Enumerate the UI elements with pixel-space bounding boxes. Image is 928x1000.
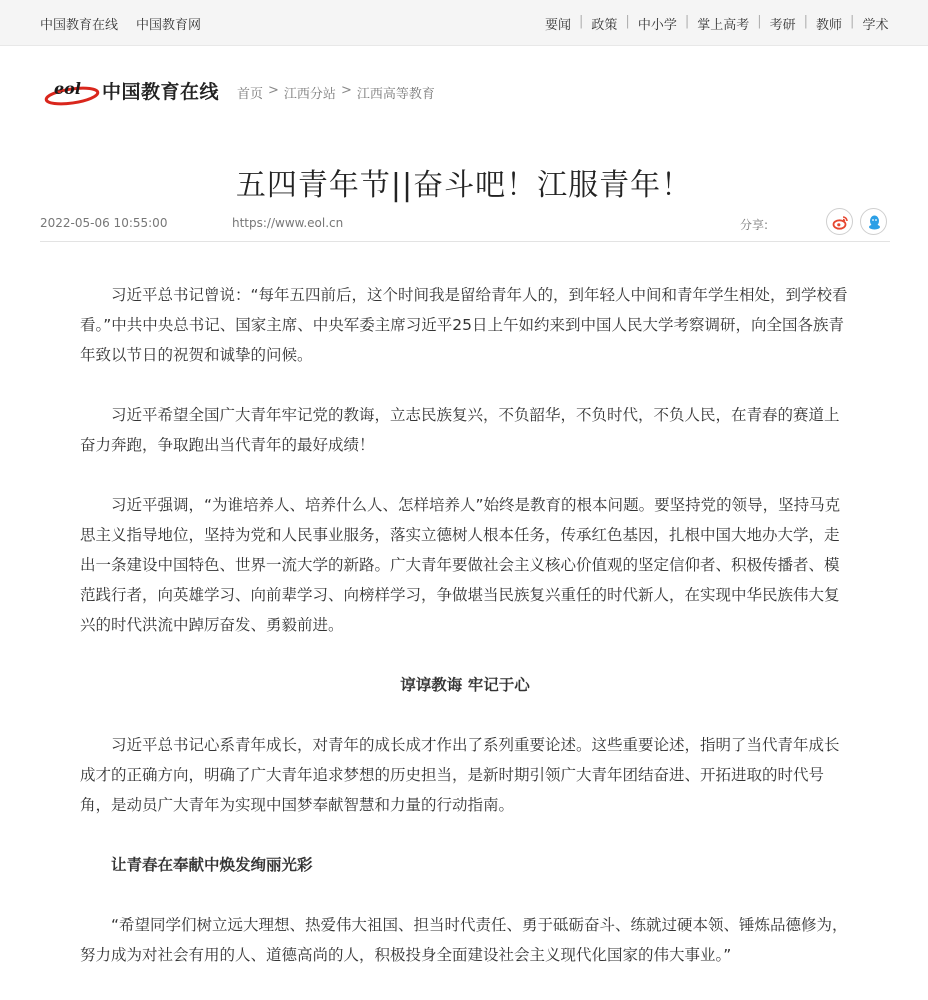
- share-label: 分享:: [740, 218, 769, 232]
- article-paragraph: 习近平强调，“为谁培养人、培养什么人、怎样培养人”始终是教育的根本问题。要坚持党的领导，坚持马克思主义指导地位，坚持为党和人民事业服务，落实立德树人根本任务，传承红色基因，扎根中国大地办大学，走出一条建设中国特色、世界一流大学的新路。广大青年要做社会主义核心价值观的坚定信仰者、积极传播者、模范践行者，向英雄学习、向前辈学习、向榜样学习，争做堪当民族复兴重任的时代新人，在实现中华民族伟大复兴的时代洪流中踔厉奋发、勇毅前进。: [80, 496, 841, 634]
- nav-divider: |: [684, 14, 690, 29]
- eol-logo-icon: [44, 74, 100, 108]
- site-logo[interactable]: [44, 74, 220, 108]
- qq-icon: [866, 214, 883, 231]
- share-qq-button[interactable]: [860, 208, 887, 235]
- nav-divider: |: [803, 14, 809, 29]
- nav-divider: |: [625, 14, 630, 29]
- breadcrumb: [237, 83, 435, 102]
- top-nav: [545, 14, 888, 33]
- share-weibo-button[interactable]: [826, 208, 853, 235]
- weibo-icon: [832, 214, 849, 231]
- section-heading: 让青春在奉献中焕发绚丽光彩: [111, 856, 313, 874]
- nav-item-teacher[interactable]: 教师: [816, 18, 843, 33]
- article-title: 五四青年节||奋斗吧！江服青年！: [235, 168, 693, 204]
- publish-date: 2022-05-06 10:55:00: [40, 216, 168, 230]
- nav-item-gaokao[interactable]: 掌上高考: [697, 18, 750, 33]
- top-bar: [0, 0, 928, 46]
- site-header: [0, 46, 928, 134]
- nav-divider: |: [850, 14, 855, 29]
- breadcrumb-home[interactable]: 首页: [237, 87, 264, 102]
- nav-item-kaoyan[interactable]: 考研: [769, 18, 796, 33]
- logo-text: 中国教育在线: [102, 81, 220, 103]
- breadcrumb-separator: >: [340, 83, 352, 98]
- section-heading: 谆谆教诲 牢记于心: [400, 676, 530, 694]
- nav-item-policy[interactable]: 政策: [591, 18, 618, 33]
- nav-item-k12[interactable]: 中小学: [637, 18, 677, 33]
- site-link-edu-net[interactable]: 中国教育网: [136, 18, 202, 33]
- breadcrumb-higher-edu[interactable]: 江西高等教育: [356, 87, 435, 102]
- nav-divider: |: [579, 14, 584, 29]
- article-paragraph: 习近平总书记曾说：“每年五四前后，这个时间我是留给青年人的，到年轻人中间和青年学生相处，到学校看看。”中共中央总书记、国家主席、中央军委主席习近平25日上午如约来到中国人民大学考察调研，向全国各族青年致以节日的祝贺和诚挚的问候。: [80, 286, 848, 364]
- breadcrumb-jiangxi[interactable]: 江西分站: [283, 87, 336, 102]
- nav-item-academic[interactable]: 学术: [862, 18, 889, 33]
- nav-divider: |: [757, 14, 762, 29]
- article-meta: [40, 208, 890, 242]
- svg-text:eol: eol: [54, 79, 81, 98]
- article-paragraph: “希望同学们树立远大理想、热爱伟大祖国、担当时代责任、勇于砥砺奋斗、练就过硬本领、锤炼品德修为，努力成为对社会有用的人、道德高尚的人，积极投身全面建设社会主义现代化国家的伟大事业。”: [80, 916, 848, 964]
- site-links: [40, 14, 201, 33]
- article-source: https://www.eol.cn: [232, 216, 344, 230]
- breadcrumb-separator: >: [268, 83, 279, 98]
- article-paragraph: 习近平总书记心系青年成长，对青年的成长成才作出了系列重要论述。这些重要论述，指明了当代青年成长成才的正确方向，明确了广大青年追求梦想的历史担当，是新时期引领广大青年团结奋进、开拓进取的时代号角，是动员广大青年为实现中国梦奉献智慧和力量的行动指南。: [80, 736, 840, 814]
- nav-item-news[interactable]: 要闻: [545, 18, 572, 33]
- site-link-eol[interactable]: 中国教育在线: [40, 18, 119, 33]
- article-paragraph: 习近平希望全国广大青年牢记党的教诲，立志民族复兴，不负韶华，不负时代，不负人民，在青春的赛道上奋力奔跑，争取跑出当代青年的最好成绩！: [80, 406, 840, 454]
- article-body: [80, 280, 850, 1000]
